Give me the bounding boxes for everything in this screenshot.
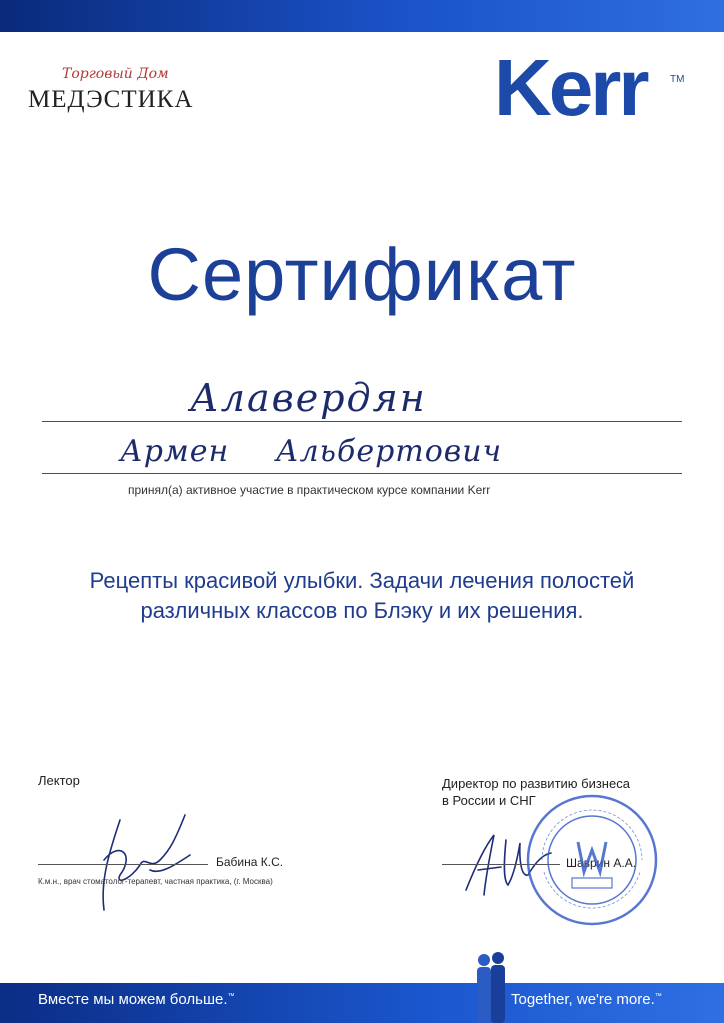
participation-text: принял(а) активное участие в практическом курсе компании Kerr: [128, 483, 491, 497]
lector-name: Бабина К.С.: [216, 855, 284, 869]
course-title: [0, 566, 724, 626]
lector-signature-line: [38, 864, 208, 865]
slogan-russian-text: Вместе мы можем больше.: [38, 991, 228, 1008]
partner-logo-name: МЕДЭСТИКА: [28, 86, 194, 113]
director-name: Шаврин А.А.: [566, 856, 637, 870]
slogan-english-tm: ™: [654, 993, 662, 1000]
recipient-given-name: Армен Альбертович: [120, 434, 503, 469]
kerr-logo: Kerr: [494, 43, 647, 132]
kerr-trademark: TM: [670, 74, 685, 85]
recipient-surname: Алавердян: [190, 376, 427, 420]
course-title-line-1: Рецепты красивой улыбки. Задачи лечения полостей: [89, 568, 635, 593]
lector-label: Лектор: [38, 773, 80, 788]
director-label-line-2: в России и СНГ: [442, 793, 536, 808]
name-underline-2: [42, 473, 682, 474]
lector-description: К.м.н., врач стоматолог-терапевт, частная практика, (г. Москва): [38, 877, 273, 886]
people-silhouette-icon: [470, 950, 510, 1023]
slogan-russian: [38, 991, 235, 1008]
name-underline-1: [42, 421, 682, 422]
slogan-russian-tm: ™: [227, 993, 235, 1000]
slogan-english: [511, 991, 662, 1008]
slogan-english-text: Together, we're more.: [511, 991, 655, 1008]
lector-signature-icon: [90, 800, 200, 920]
certificate-title: Сертификат: [147, 233, 577, 316]
partner-logo-script: Торговый Дом: [62, 66, 169, 82]
course-title-line-2: различных классов по Блэку и их решения.: [140, 598, 584, 623]
company-seal-icon: [522, 790, 662, 930]
top-banner: [0, 0, 724, 32]
director-label-line-1: Директор по развитию бизнеса: [442, 776, 630, 791]
